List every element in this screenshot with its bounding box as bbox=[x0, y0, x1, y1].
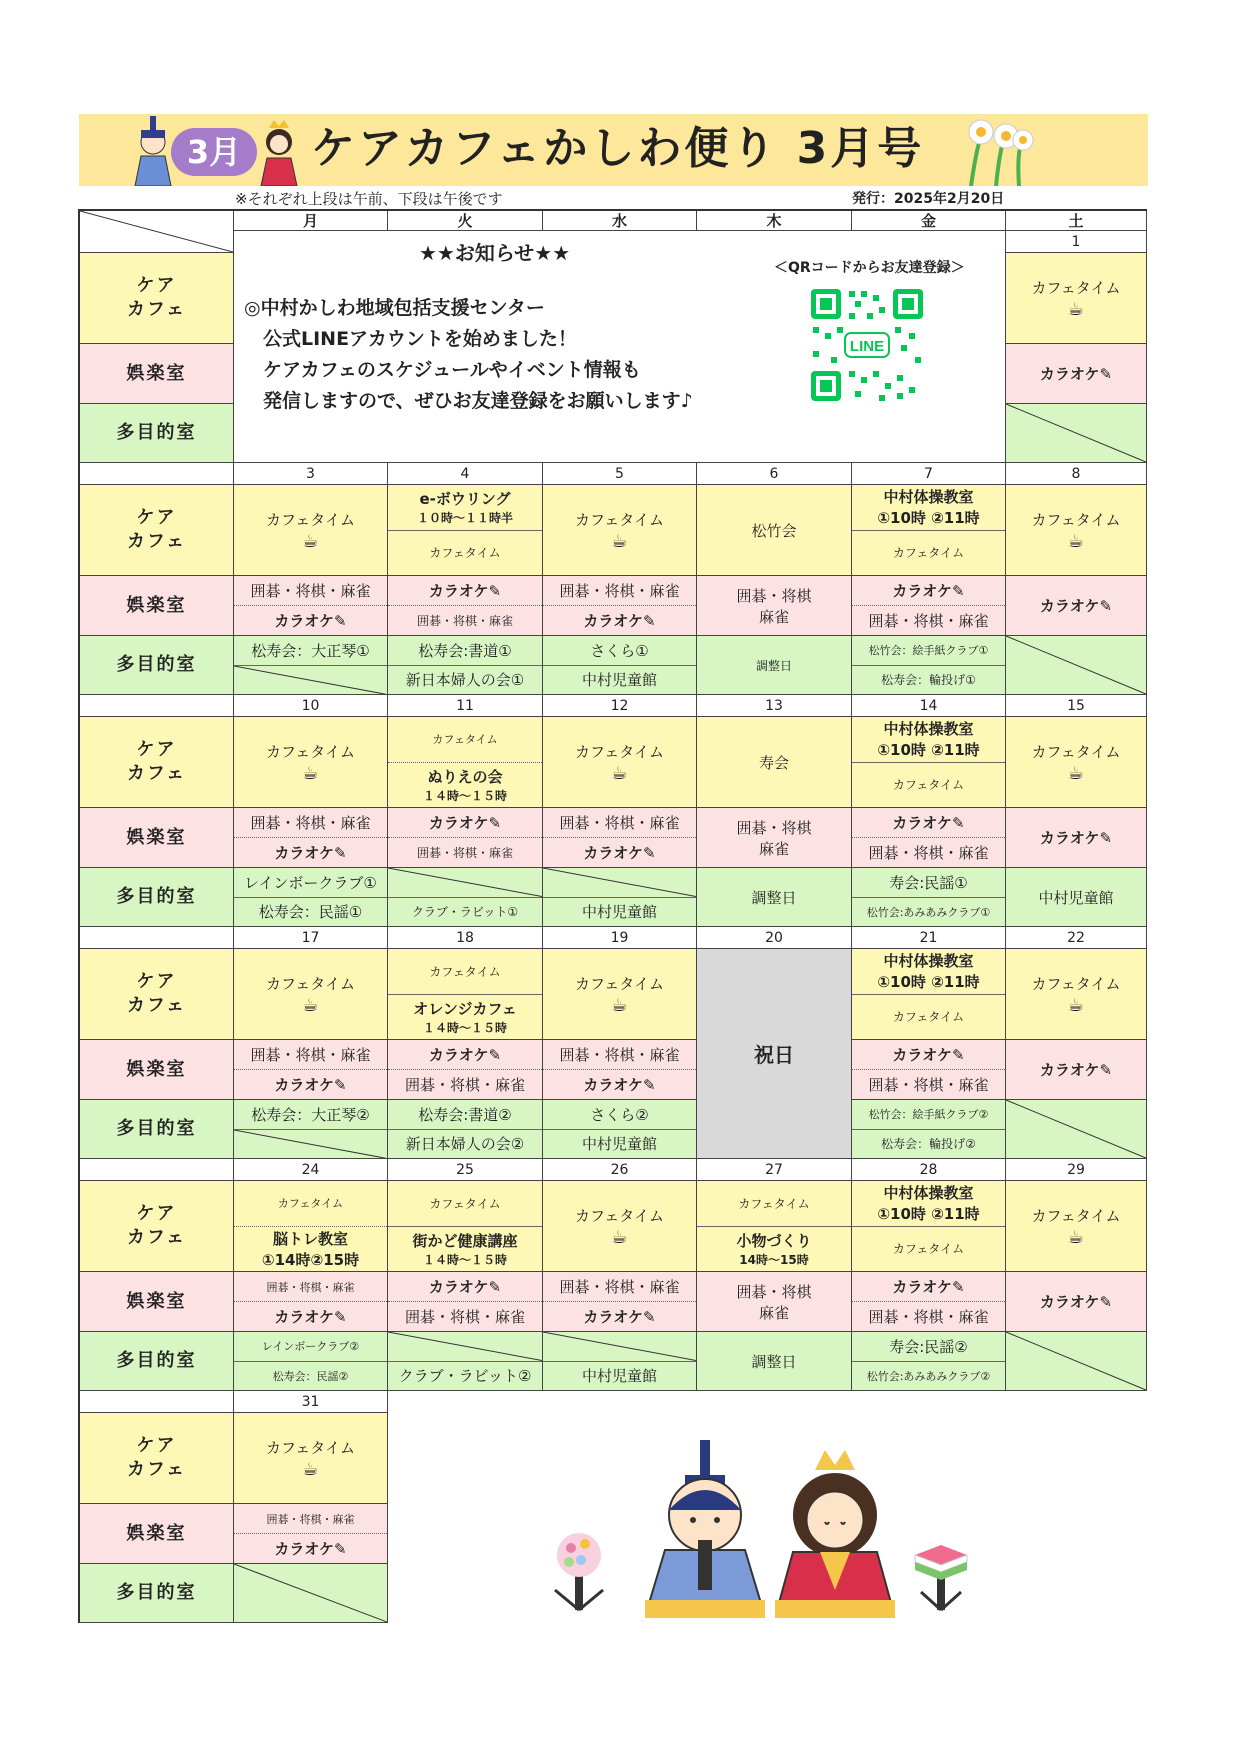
empty-cell bbox=[1006, 1332, 1147, 1391]
date-label: 15 bbox=[1006, 695, 1147, 717]
entertainment-cell: カラオケ✎ 囲碁・将棋・麻雀 bbox=[852, 1040, 1006, 1100]
header-banner bbox=[79, 114, 1148, 186]
multipurpose-cell: 寿会:民謡① 松竹会:あみあみクラブ① bbox=[852, 868, 1006, 927]
entertainment-cell: カラオケ✎ 囲碁・将棋・麻雀 bbox=[388, 808, 543, 868]
date-label: 29 bbox=[1006, 1159, 1147, 1181]
room-label-multipurpose: 多目的室 bbox=[80, 636, 234, 695]
room-label-multipurpose: 多目的室 bbox=[80, 1332, 234, 1391]
cup-icon: ☕ bbox=[302, 762, 319, 784]
daffodil-icon bbox=[951, 106, 1041, 186]
date-label: 11 bbox=[388, 695, 543, 717]
entertainment-cell: カラオケ✎ bbox=[1006, 576, 1147, 636]
multipurpose-cell: 松寿会：大正琴① bbox=[234, 636, 388, 695]
multipurpose-cell: 調整日 bbox=[697, 1332, 852, 1391]
entertainment-cell: カラオケ✎ 囲碁・将棋・麻雀 bbox=[388, 576, 543, 636]
cafe-cell: カフェタイム ☕ bbox=[1006, 949, 1147, 1040]
notice-line: ケアカフェのスケジュールやイベント情報も bbox=[244, 359, 641, 381]
notice-line: ◎中村かしわ地域包括支援センター bbox=[244, 297, 545, 319]
date-label: 20 bbox=[697, 927, 852, 949]
cafe-cell: 中村体操教室 ①10時 ②11時 カフェタイム bbox=[852, 717, 1006, 808]
date-label: 1 bbox=[1006, 231, 1147, 253]
date-spacer bbox=[80, 1391, 234, 1413]
weekday-header: 金 bbox=[852, 211, 1006, 231]
room-label-entertainment: 娯楽室 bbox=[80, 808, 234, 868]
date-label: 14 bbox=[852, 695, 1006, 717]
cup-icon: ☕ bbox=[611, 530, 628, 552]
empress-doll-icon bbox=[257, 114, 301, 186]
emperor-doll-icon bbox=[645, 1440, 765, 1618]
notice-line: 発信しますので、ぜひお友達登録をお願いします♪ bbox=[244, 390, 693, 412]
schedule-note: ※それぞれ上段は午前、下段は午後です bbox=[235, 190, 503, 208]
calendar-grid bbox=[78, 209, 1147, 1623]
date-label: 28 bbox=[852, 1159, 1006, 1181]
entertainment-cell: 囲碁・将棋・麻雀 カラオケ✎ bbox=[234, 808, 388, 868]
holiday-cell: 祝日 bbox=[697, 949, 852, 1159]
room-label-multipurpose: 多目的室 bbox=[80, 1100, 234, 1159]
date-label: 18 bbox=[388, 927, 543, 949]
date-label: 12 bbox=[543, 695, 697, 717]
cafe-cell: 中村体操教室 ①10時 ②11時 カフェタイム bbox=[852, 949, 1006, 1040]
notice-panel bbox=[234, 231, 1006, 463]
cafe-cell: 松竹会 bbox=[697, 485, 852, 576]
room-label-entertainment: 娯楽室 bbox=[80, 1040, 234, 1100]
entertainment-cell: カラオケ✎ bbox=[1006, 344, 1147, 404]
qr-caption: ＜QRコードからお友達登録＞ bbox=[774, 260, 965, 276]
date-spacer bbox=[80, 927, 234, 949]
date-spacer bbox=[80, 1159, 234, 1181]
multipurpose-cell: 中村児童館 bbox=[1006, 868, 1147, 927]
weekday-header: 月 bbox=[234, 211, 388, 231]
entertainment-cell: 囲碁・将棋・麻雀 カラオケ✎ bbox=[543, 1272, 697, 1332]
cafe-cell: カフェタイム ☕ bbox=[234, 949, 388, 1040]
emperor-doll-icon bbox=[131, 114, 175, 186]
multipurpose-cell: 松寿会:書道① 新日本婦人の会① bbox=[388, 636, 543, 695]
empty-cell bbox=[1006, 636, 1147, 695]
cafe-cell: カフェタイム ☕ bbox=[1006, 1181, 1147, 1272]
cup-icon: ☕ bbox=[1067, 298, 1085, 320]
date-label: 7 bbox=[852, 463, 1006, 485]
room-label-cafe: ケア カフェ bbox=[80, 1413, 234, 1504]
room-label-entertainment: 娯楽室 bbox=[80, 1504, 234, 1564]
room-label-cafe: ケア カフェ bbox=[80, 1181, 234, 1272]
cafe-cell: カフェタイム 街かど健康講座 １４時～１５時 bbox=[388, 1181, 543, 1272]
entertainment-cell: 囲碁・将棋・麻雀 カラオケ✎ bbox=[234, 1504, 388, 1564]
weekday-header: 火 bbox=[388, 211, 543, 231]
cafe-cell: カフェタイム ☕ bbox=[234, 717, 388, 808]
room-label-cafe: ケア カフェ bbox=[80, 717, 234, 808]
weekday-header: 土 bbox=[1006, 211, 1147, 231]
cafe-cell: カフェタイム ☕ bbox=[1006, 717, 1147, 808]
multipurpose-cell: クラブ・ラビット① bbox=[388, 868, 543, 927]
date-label: 8 bbox=[1006, 463, 1147, 485]
cup-icon: ☕ bbox=[1067, 1226, 1085, 1248]
cafe-cell: カフェタイム ぬりえの会 １４時～１５時 bbox=[388, 717, 543, 808]
empty-cell bbox=[1006, 1100, 1147, 1159]
cup-icon: ☕ bbox=[611, 762, 628, 784]
notice-body bbox=[244, 293, 693, 417]
multipurpose-cell: 中村児童館 bbox=[543, 868, 697, 927]
cup-icon: ☕ bbox=[1067, 762, 1085, 784]
cup-icon: ☕ bbox=[611, 994, 628, 1016]
entertainment-cell: 囲碁・将棋・麻雀 カラオケ✎ bbox=[543, 1040, 697, 1100]
entertainment-cell: カラオケ✎ bbox=[1006, 808, 1147, 868]
cafe-cell: e-ボウリング １０時～１１時半 カフェタイム bbox=[388, 485, 543, 576]
room-label-cafe: ケア カフェ bbox=[80, 253, 234, 344]
empty-cell bbox=[1006, 404, 1147, 463]
cafe-cell: カフェタイム ☕ bbox=[543, 485, 697, 576]
entertainment-cell: 囲碁・将棋・麻雀 カラオケ✎ bbox=[543, 808, 697, 868]
entertainment-cell: 囲碁・将棋 麻雀 bbox=[697, 808, 852, 868]
multipurpose-cell: クラブ・ラビット② bbox=[388, 1332, 543, 1391]
hina-dolls-illustration bbox=[535, 1440, 1005, 1620]
date-label: 26 bbox=[543, 1159, 697, 1181]
multipurpose-cell: 松竹会：絵手紙クラブ② 松寿会：輪投げ② bbox=[852, 1100, 1006, 1159]
entertainment-cell: 囲碁・将棋 麻雀 bbox=[697, 576, 852, 636]
qr-label: LINE bbox=[849, 338, 885, 355]
entertainment-cell: 囲碁・将棋・麻雀 カラオケ✎ bbox=[234, 1272, 388, 1332]
multipurpose-cell: レインボークラブ① 松寿会：民謡① bbox=[234, 868, 388, 927]
date-label: 5 bbox=[543, 463, 697, 485]
date-spacer bbox=[80, 695, 234, 717]
cafe-cell: カフェタイム ☕ bbox=[1006, 485, 1147, 576]
peach-blossom-icon bbox=[555, 1533, 603, 1610]
cup-icon: ☕ bbox=[1067, 994, 1085, 1016]
cafe-cell: 中村体操教室 ①10時 ②11時 カフェタイム bbox=[852, 485, 1006, 576]
room-label-entertainment: 娯楽室 bbox=[80, 576, 234, 636]
entertainment-cell: 囲碁・将棋・麻雀 カラオケ✎ bbox=[543, 576, 697, 636]
date-label: 6 bbox=[697, 463, 852, 485]
entertainment-cell: カラオケ✎ 囲碁・将棋・麻雀 bbox=[388, 1272, 543, 1332]
cafe-cell: カフェタイム 脳トレ教室 ①14時②15時 bbox=[234, 1181, 388, 1272]
cup-icon: ☕ bbox=[302, 530, 319, 552]
cafe-cell: カフェタイム ☕ bbox=[234, 485, 388, 576]
date-label: 22 bbox=[1006, 927, 1147, 949]
date-label: 25 bbox=[388, 1159, 543, 1181]
multipurpose-cell: 調整日 bbox=[697, 868, 852, 927]
multipurpose-cell: さくら② 中村児童館 bbox=[543, 1100, 697, 1159]
notice-title: ★★お知らせ★★ bbox=[419, 241, 571, 265]
room-label-cafe: ケア カフェ bbox=[80, 949, 234, 1040]
date-label: 10 bbox=[234, 695, 388, 717]
date-label: 27 bbox=[697, 1159, 852, 1181]
multipurpose-cell: さくら① 中村児童館 bbox=[543, 636, 697, 695]
multipurpose-cell: 松寿会：大正琴② bbox=[234, 1100, 388, 1159]
date-spacer bbox=[80, 463, 234, 485]
empress-doll-icon bbox=[775, 1450, 895, 1618]
multipurpose-cell: レインボークラブ② 松寿会：民謡② bbox=[234, 1332, 388, 1391]
date-label: 21 bbox=[852, 927, 1006, 949]
date-label: 4 bbox=[388, 463, 543, 485]
corner-cell bbox=[80, 211, 234, 253]
room-label-entertainment: 娯楽室 bbox=[80, 1272, 234, 1332]
room-label-multipurpose: 多目的室 bbox=[80, 404, 234, 463]
notice-line: 公式LINEアカウントを始めました！ bbox=[244, 328, 577, 350]
room-label-multipurpose: 多目的室 bbox=[80, 868, 234, 927]
room-label-multipurpose: 多目的室 bbox=[80, 1564, 234, 1623]
room-label-cafe: ケア カフェ bbox=[80, 485, 234, 576]
multipurpose-cell: 松寿会:書道② 新日本婦人の会② bbox=[388, 1100, 543, 1159]
cafe-cell: カフェタイム オレンジカフェ １４時～１５時 bbox=[388, 949, 543, 1040]
entertainment-cell: カラオケ✎ bbox=[1006, 1272, 1147, 1332]
empty-cell bbox=[234, 1564, 388, 1623]
cafe-cell: カフェタイム ☕ bbox=[234, 1413, 388, 1504]
issue-date: 発行：2025年2月20日 bbox=[852, 191, 1005, 207]
month-badge: 3月 bbox=[171, 128, 257, 176]
page-title: ケアカフェかしわ便り 3月号 bbox=[311, 123, 925, 174]
cup-icon: ☕ bbox=[611, 1226, 628, 1248]
date-label: 3 bbox=[234, 463, 388, 485]
entertainment-cell: カラオケ✎ 囲碁・将棋・麻雀 bbox=[852, 1272, 1006, 1332]
date-label: 31 bbox=[234, 1391, 388, 1413]
entertainment-cell: 囲碁・将棋 麻雀 bbox=[697, 1272, 852, 1332]
multipurpose-cell: 松竹会：絵手紙クラブ① 松寿会：輪投げ① bbox=[852, 636, 1006, 695]
entertainment-cell: 囲碁・将棋・麻雀 カラオケ✎ bbox=[234, 576, 388, 636]
weekday-header: 水 bbox=[543, 211, 697, 231]
cup-icon: ☕ bbox=[302, 1458, 319, 1480]
hishimochi-icon bbox=[915, 1545, 967, 1610]
entertainment-cell: カラオケ✎ 囲碁・将棋・麻雀 bbox=[852, 808, 1006, 868]
multipurpose-cell: 中村児童館 bbox=[543, 1332, 697, 1391]
weekday-header: 木 bbox=[697, 211, 852, 231]
entertainment-cell: カラオケ✎ 囲碁・将棋・麻雀 bbox=[852, 576, 1006, 636]
date-label: 13 bbox=[697, 695, 852, 717]
room-label-entertainment: 娯楽室 bbox=[80, 344, 234, 404]
multipurpose-cell: 調整日 bbox=[697, 636, 852, 695]
multipurpose-cell: 寿会:民謡② 松竹会:あみあみクラブ② bbox=[852, 1332, 1006, 1391]
cafe-cell: カフェタイム 小物づくり 14時～15時 bbox=[697, 1181, 852, 1272]
cafe-cell: カフェタイム ☕ bbox=[543, 949, 697, 1040]
cafe-cell: カフェタイム ☕ bbox=[1006, 253, 1147, 344]
entertainment-cell: 囲碁・将棋・麻雀 カラオケ✎ bbox=[234, 1040, 388, 1100]
date-label: 19 bbox=[543, 927, 697, 949]
date-label: 24 bbox=[234, 1159, 388, 1181]
entertainment-cell: カラオケ✎ 囲碁・将棋・麻雀 bbox=[388, 1040, 543, 1100]
line-qr-code-icon[interactable] bbox=[809, 287, 925, 403]
cup-icon: ☕ bbox=[302, 994, 319, 1016]
cafe-cell: 寿会 bbox=[697, 717, 852, 808]
cafe-cell: 中村体操教室 ①10時 ②11時 カフェタイム bbox=[852, 1181, 1006, 1272]
cafe-cell: カフェタイム ☕ bbox=[543, 1181, 697, 1272]
entertainment-cell: カラオケ✎ bbox=[1006, 1040, 1147, 1100]
cafe-cell: カフェタイム ☕ bbox=[543, 717, 697, 808]
cup-icon: ☕ bbox=[1067, 530, 1085, 552]
date-label: 17 bbox=[234, 927, 388, 949]
